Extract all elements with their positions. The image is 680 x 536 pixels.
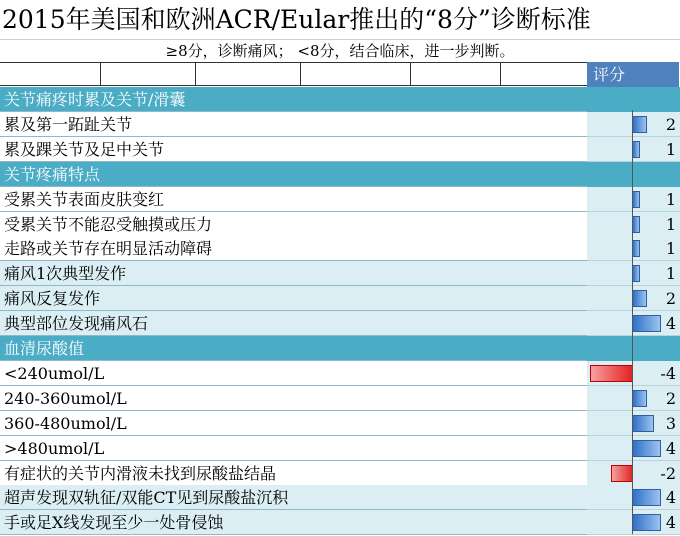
score-cell[interactable] xyxy=(587,311,680,336)
score-value: 4 xyxy=(665,513,676,533)
score-cell[interactable] xyxy=(587,112,680,137)
grid-cell[interactable] xyxy=(500,63,501,85)
score-value: 4 xyxy=(665,438,676,458)
criteria-row xyxy=(0,236,680,261)
positive-score-bar xyxy=(633,489,661,506)
criteria-label[interactable]: 受累关节表面皮肤变红 xyxy=(0,187,587,212)
page-subtitle: ≥8分，诊断痛风； <8分，结合临床，进一步判断。 xyxy=(165,42,515,60)
criteria-row xyxy=(0,411,680,436)
section-header-row xyxy=(0,162,680,187)
score-cell[interactable] xyxy=(587,162,680,187)
score-value: -2 xyxy=(660,463,676,483)
score-value: 1 xyxy=(665,189,676,209)
criteria-row xyxy=(0,112,680,137)
positive-score-bar xyxy=(633,390,647,407)
section-header-row xyxy=(0,87,680,112)
score-cell[interactable] xyxy=(587,261,680,286)
score-value: 4 xyxy=(665,314,676,334)
score-axis xyxy=(632,110,633,534)
positive-score-bar xyxy=(633,191,640,208)
grid-cell[interactable] xyxy=(300,63,301,85)
score-cell[interactable] xyxy=(587,436,680,461)
positive-score-bar xyxy=(633,116,647,133)
criteria-label[interactable]: 超声发现双轨征/双能CT见到尿酸盐沉积 xyxy=(0,485,587,510)
score-value: 2 xyxy=(665,289,676,309)
score-value: -4 xyxy=(660,363,676,383)
criteria-row xyxy=(0,361,680,386)
positive-score-bar xyxy=(633,141,640,158)
criteria-label[interactable]: 典型部位发现痛风石 xyxy=(0,311,587,336)
score-cell[interactable] xyxy=(587,386,680,411)
criteria-row xyxy=(0,386,680,411)
criteria-label[interactable]: 痛风1次典型发作 xyxy=(0,261,587,286)
positive-score-bar xyxy=(633,290,647,307)
criteria-row xyxy=(0,261,680,286)
score-column-header: 评分 xyxy=(587,62,679,87)
section-header-row xyxy=(0,336,680,361)
grid-cell[interactable] xyxy=(195,63,196,85)
score-value: 2 xyxy=(665,388,676,408)
positive-score-bar xyxy=(633,265,640,282)
criteria-label[interactable]: 有症状的关节内滑液未找到尿酸盐结晶 xyxy=(0,461,587,486)
criteria-label[interactable]: 累及踝关节及足中关节 xyxy=(0,137,587,162)
criteria-row xyxy=(0,212,680,237)
score-value: 1 xyxy=(665,239,676,259)
score-value: 1 xyxy=(665,139,676,159)
criteria-row xyxy=(0,137,680,162)
criteria-label[interactable]: 走路或关节存在明显活动障碍 xyxy=(0,236,587,261)
criteria-label[interactable]: 240-360umol/L xyxy=(0,386,587,411)
criteria-row xyxy=(0,311,680,336)
score-cell[interactable] xyxy=(587,187,680,212)
criteria-row xyxy=(0,187,680,212)
criteria-row xyxy=(0,436,680,461)
score-cell[interactable] xyxy=(587,137,680,162)
grid-cell[interactable] xyxy=(100,63,101,85)
score-cell[interactable] xyxy=(587,510,680,535)
score-cell[interactable] xyxy=(587,236,680,261)
positive-score-bar xyxy=(633,415,654,432)
criteria-row xyxy=(0,286,680,311)
positive-score-bar xyxy=(633,315,661,332)
criteria-label[interactable]: 痛风反复发作 xyxy=(0,286,587,311)
score-value: 1 xyxy=(665,264,676,284)
criteria-label[interactable]: >480umol/L xyxy=(0,436,587,461)
negative-score-bar xyxy=(611,465,633,482)
criteria-label[interactable]: 360-480umol/L xyxy=(0,411,587,436)
score-cell[interactable] xyxy=(587,286,680,311)
score-value: 2 xyxy=(665,114,676,134)
score-cell[interactable] xyxy=(587,485,680,510)
empty-grid-row xyxy=(0,62,587,86)
page-title: 2015年美国和欧洲ACR/Eular推出的“8分”诊断标准 xyxy=(0,0,680,40)
criteria-label[interactable]: <240umol/L xyxy=(0,361,587,386)
score-cell[interactable] xyxy=(587,212,680,237)
score-cell[interactable] xyxy=(587,361,680,386)
criteria-label[interactable]: 受累关节不能忍受触摸或压力 xyxy=(0,212,587,237)
score-cell[interactable] xyxy=(587,461,680,486)
positive-score-bar xyxy=(633,514,661,531)
score-cell[interactable] xyxy=(587,336,680,361)
score-value: 1 xyxy=(665,214,676,234)
criteria-label[interactable]: 手或足X线发现至少一处骨侵蚀 xyxy=(0,510,587,535)
positive-score-bar xyxy=(633,240,640,257)
section-label[interactable]: 关节疼痛特点 xyxy=(0,162,587,187)
score-value: 3 xyxy=(665,413,676,433)
negative-score-bar xyxy=(590,365,633,382)
criteria-row xyxy=(0,461,680,486)
section-label[interactable]: 血清尿酸值 xyxy=(0,336,587,361)
score-value: 4 xyxy=(665,488,676,508)
positive-score-bar xyxy=(633,440,661,457)
positive-score-bar xyxy=(633,216,640,233)
criteria-row xyxy=(0,510,680,535)
criteria-row xyxy=(0,485,680,510)
grid-cell[interactable] xyxy=(410,63,411,85)
score-cell[interactable] xyxy=(587,87,680,112)
score-cell[interactable] xyxy=(587,411,680,436)
section-label[interactable]: 关节痛疼时累及关节/滑囊 xyxy=(0,87,587,112)
criteria-label[interactable]: 累及第一跖趾关节 xyxy=(0,112,587,137)
